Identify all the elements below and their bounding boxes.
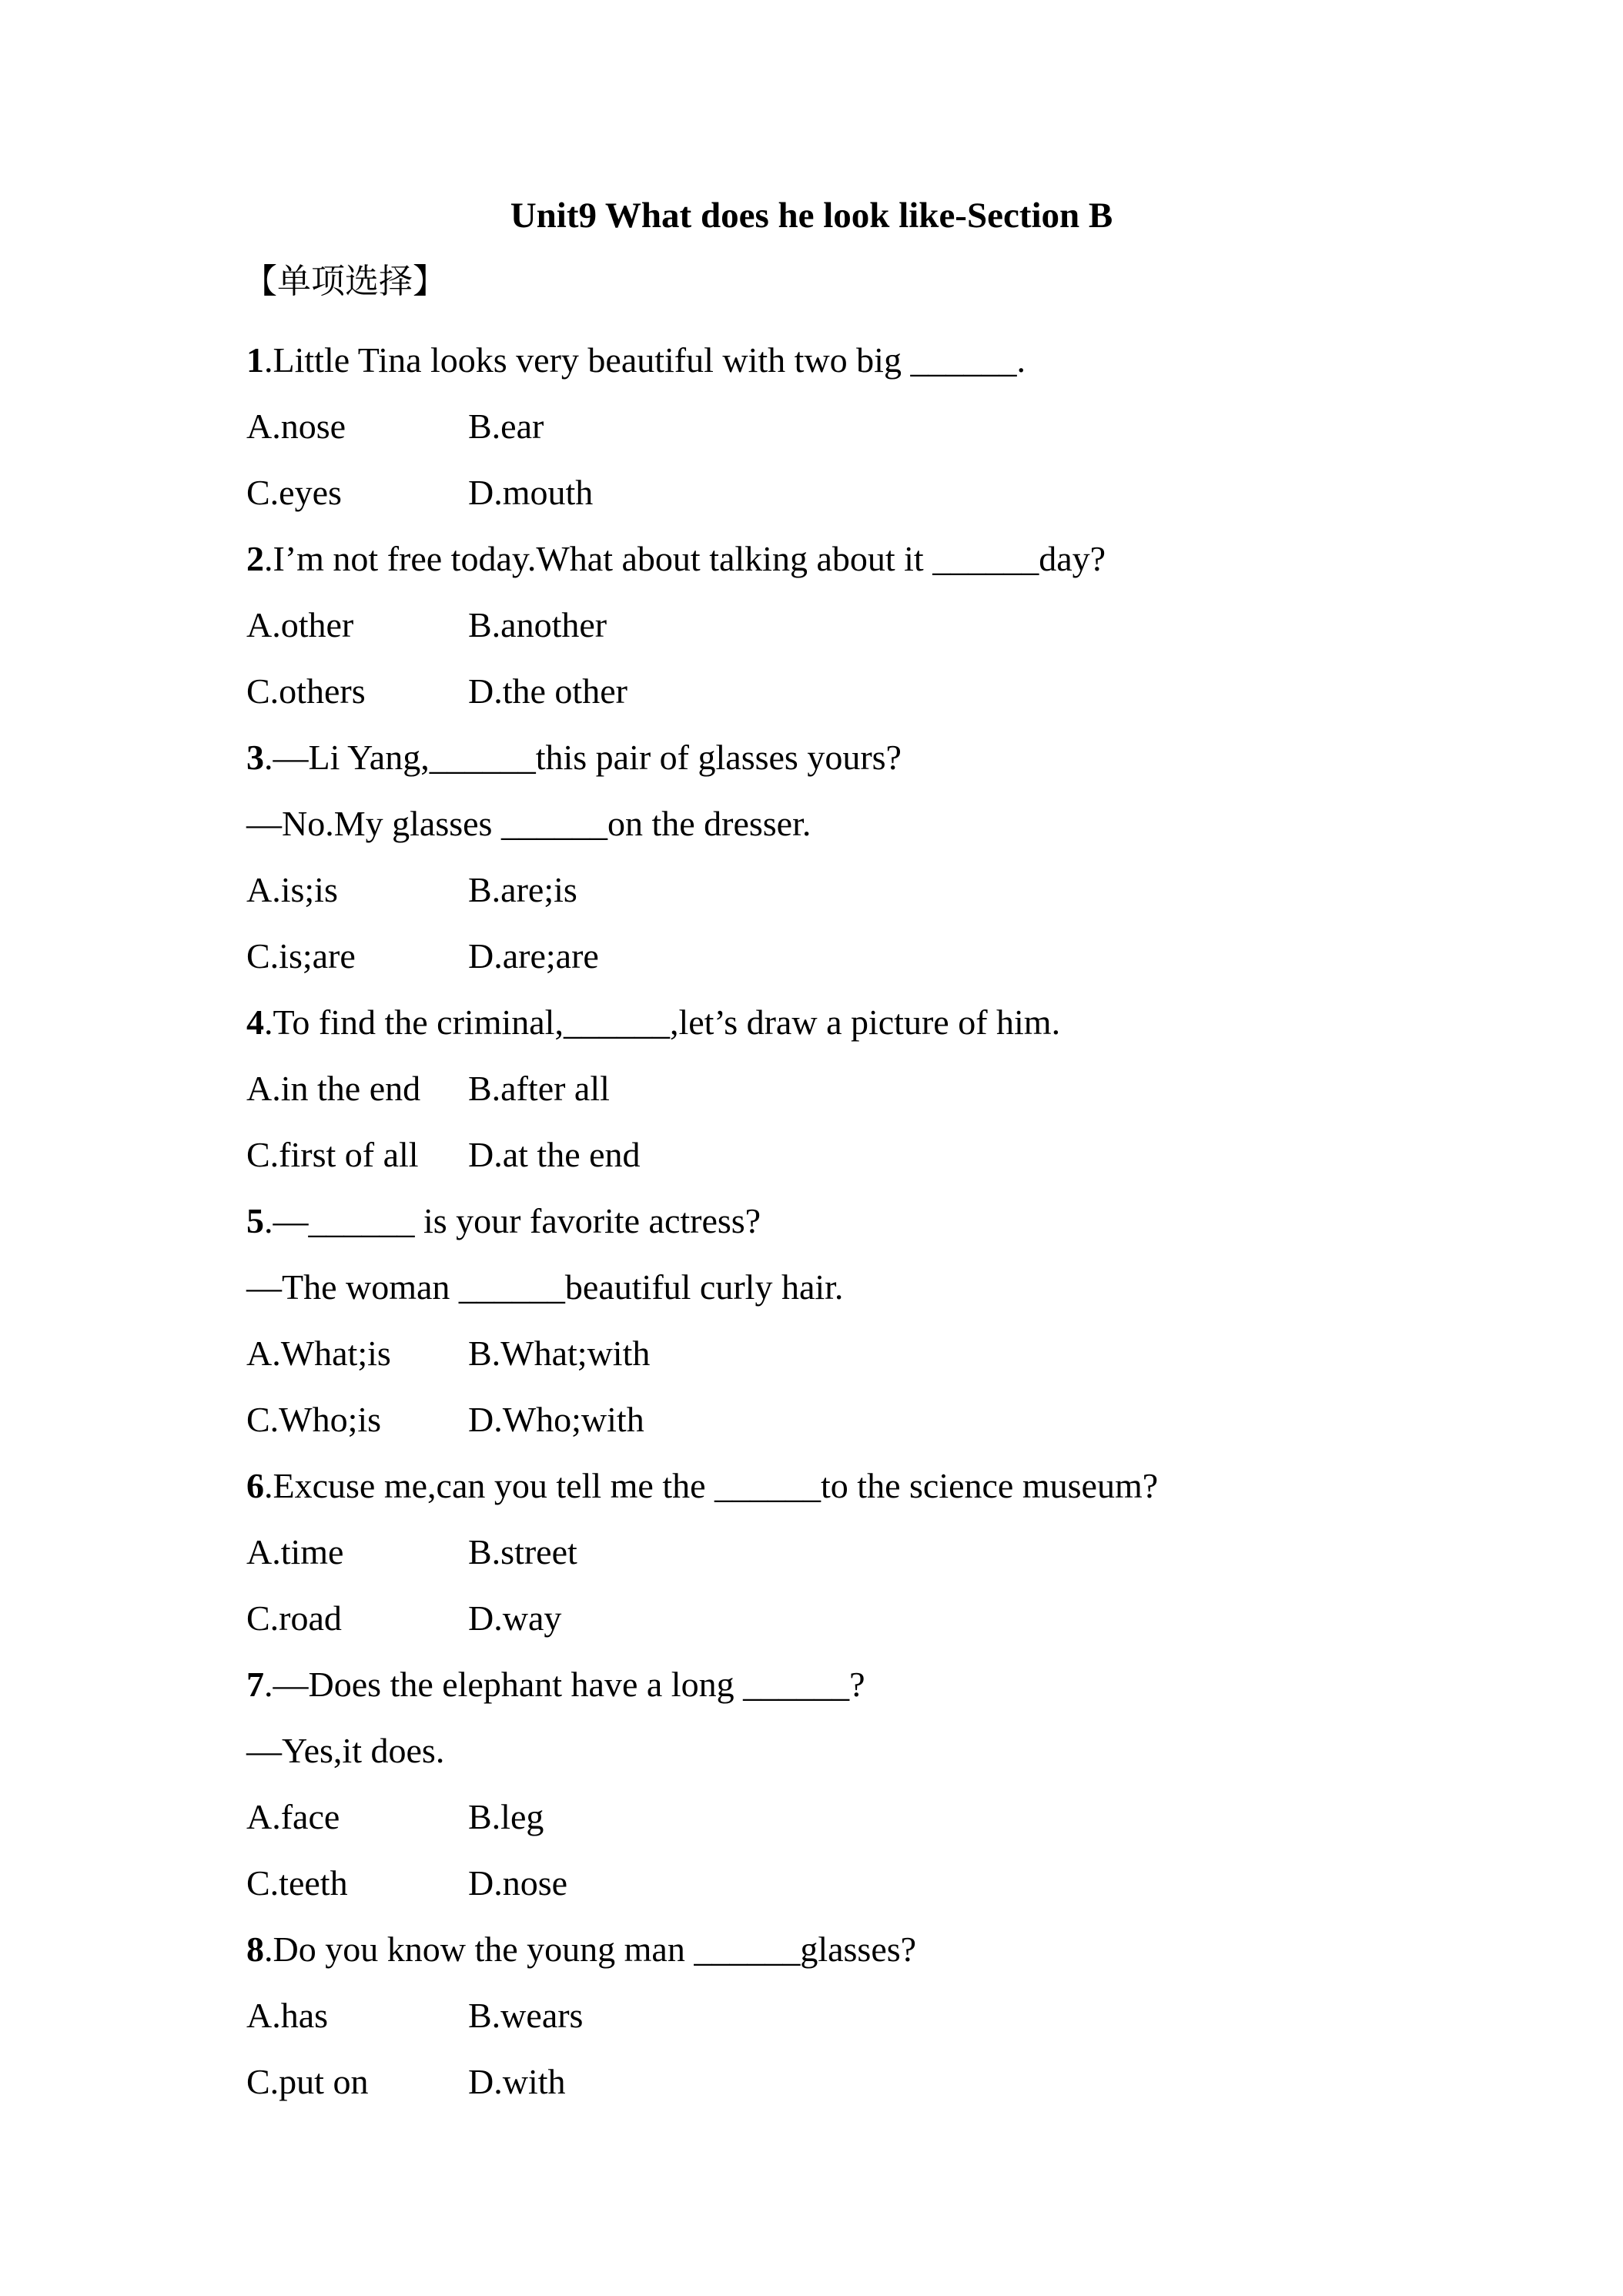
option-b[interactable]: B.another (468, 605, 607, 644)
option-c[interactable]: C.road (246, 1598, 342, 1638)
question-3-options-row-2 (246, 933, 599, 979)
question-8-options-row-1 (246, 1993, 583, 2039)
question-number: 1 (246, 340, 264, 380)
question-5-options-row-2 (246, 1397, 644, 1443)
option-c[interactable]: C.is;are (246, 936, 356, 976)
option-c[interactable]: C.eyes (246, 473, 342, 512)
question-7-stem-line-2: —Yes,it does. (246, 1731, 445, 1770)
option-b[interactable]: B.street (468, 1532, 577, 1571)
question-1-options-row-2 (246, 470, 593, 516)
option-d[interactable]: D.the other (468, 671, 627, 711)
option-b[interactable]: B.ear (468, 407, 544, 446)
question-2-options-row-1 (246, 602, 607, 648)
question-2-options-row-2 (246, 668, 627, 715)
question-number: 5 (246, 1201, 264, 1240)
question-6-options-row-1 (246, 1529, 577, 1575)
question-2-stem (246, 536, 1106, 582)
question-5-options-row-1 (246, 1330, 650, 1377)
page-title: Unit9 What does he look like-Section B (510, 196, 1113, 236)
question-text: .I’m not free today.What about talking about it ______day? (264, 539, 1106, 578)
question-number: 3 (246, 738, 264, 777)
question-5-stem (246, 1198, 761, 1244)
section-label: 【单项选择】 (243, 262, 447, 301)
option-a[interactable]: A.face (246, 1797, 340, 1836)
option-a[interactable]: A.What;is (246, 1334, 391, 1373)
question-1-stem (246, 337, 1026, 383)
question-7-options-row-1 (246, 1794, 544, 1840)
option-d[interactable]: D.Who;with (468, 1400, 644, 1439)
option-a[interactable]: A.is;is (246, 870, 338, 909)
question-8-stem (246, 1926, 916, 1973)
option-d[interactable]: D.at the end (468, 1135, 641, 1174)
option-d[interactable]: D.mouth (468, 473, 594, 512)
option-d[interactable]: D.nose (468, 1863, 568, 1903)
question-number: 7 (246, 1665, 264, 1704)
option-a[interactable]: A.nose (246, 407, 346, 446)
question-text: .Excuse me,can you tell me the ______to the science museum? (264, 1466, 1159, 1505)
option-c[interactable]: C.Who;is (246, 1400, 382, 1439)
question-4-options-row-2 (246, 1132, 641, 1178)
option-a[interactable]: A.in the end (246, 1069, 421, 1108)
question-3-stem-line-2: —No.My glasses ______on the dresser. (246, 804, 812, 843)
question-text: .Little Tina looks very beautiful with two big ______. (264, 340, 1026, 380)
question-number: 6 (246, 1466, 264, 1505)
question-3-options-row-1 (246, 867, 577, 913)
option-b[interactable]: B.are;is (468, 870, 577, 909)
question-4-options-row-1 (246, 1066, 610, 1112)
option-b[interactable]: B.What;with (468, 1334, 651, 1373)
question-text: .—Li Yang,______this pair of glasses yours? (264, 738, 902, 777)
option-c[interactable]: C.put on (246, 2062, 369, 2101)
question-6-options-row-2 (246, 1595, 561, 1642)
question-1-options-row-1 (246, 403, 544, 450)
question-7-options-row-2 (246, 1860, 567, 1906)
question-6-stem (246, 1463, 1158, 1509)
question-text: .—______ is your favorite actress? (264, 1201, 761, 1240)
option-c[interactable]: C.teeth (246, 1863, 348, 1903)
question-3-stem (246, 735, 902, 781)
question-7-stem (246, 1662, 865, 1708)
question-5-stem-line-2: —The woman ______beautiful curly hair. (246, 1267, 844, 1307)
option-d[interactable]: D.with (468, 2062, 566, 2101)
question-text: .To find the criminal,______,let’s draw a picture of him. (264, 1002, 1061, 1042)
option-a[interactable]: A.other (246, 605, 354, 644)
question-number: 4 (246, 1002, 264, 1042)
option-b[interactable]: B.leg (468, 1797, 544, 1836)
question-text: .—Does the elephant have a long ______? (264, 1665, 865, 1704)
question-text: .Do you know the young man ______glasses? (264, 1930, 917, 1969)
question-number: 8 (246, 1930, 264, 1969)
option-d[interactable]: D.way (468, 1598, 562, 1638)
option-d[interactable]: D.are;are (468, 936, 599, 976)
question-number: 2 (246, 539, 264, 578)
option-a[interactable]: A.time (246, 1532, 344, 1571)
option-a[interactable]: A.has (246, 1996, 329, 2035)
question-4-stem (246, 999, 1060, 1046)
question-8-options-row-2 (246, 2059, 566, 2105)
option-b[interactable]: B.after all (468, 1069, 610, 1108)
option-b[interactable]: B.wears (468, 1996, 584, 2035)
option-c[interactable]: C.others (246, 671, 366, 711)
option-c[interactable]: C.first of all (246, 1135, 419, 1174)
